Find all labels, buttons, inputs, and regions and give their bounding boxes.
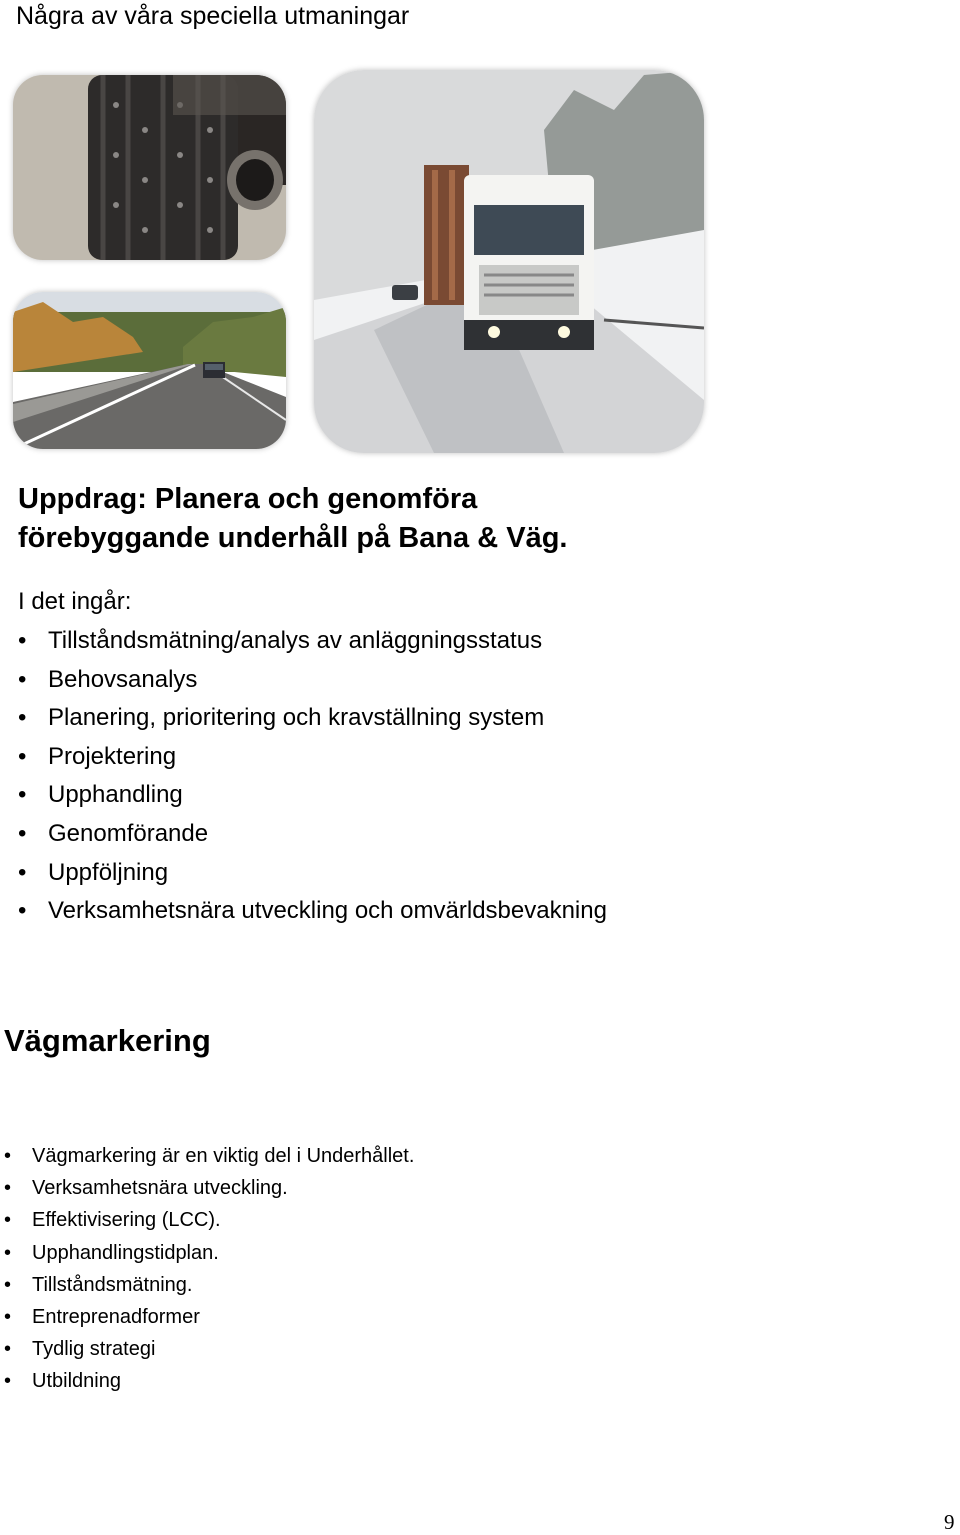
list-item: • Tillståndsmätning/analys av anläggningsstatus — [18, 624, 607, 663]
list-item: • Planering, prioritering och kravställning system — [18, 701, 607, 740]
page-number: 9 — [944, 1510, 955, 1534]
timber-truck-winter-photo — [314, 70, 704, 453]
tire-exhaust-photo — [13, 75, 286, 260]
list-item: • Verksamhetsnära utveckling och omvärldsbevakning — [18, 894, 607, 933]
road-marking-list — [4, 1142, 414, 1400]
list-item: • Verksamhetsnära utveckling. — [4, 1174, 414, 1206]
mission-title-line-2: förebyggande underhåll på Bana & Väg. — [18, 522, 568, 554]
list-item: • Entreprenadformer — [4, 1303, 414, 1335]
list-item: • Upphandlingstidplan. — [4, 1239, 414, 1271]
list-item: • Effektivisering (LCC). — [4, 1206, 414, 1238]
list-item: • Uppföljning — [18, 856, 607, 895]
list-item: • Tillståndsmätning. — [4, 1271, 414, 1303]
mission-title — [18, 480, 738, 558]
scope-list — [18, 624, 607, 933]
section-title: Vägmarkering — [4, 1023, 211, 1058]
list-item: • Tydlig strategi — [4, 1335, 414, 1367]
list-item: • Genomförande — [18, 817, 607, 856]
list-item: • Utbildning — [4, 1367, 414, 1399]
list-item: • Vägmarkering är en viktig del i Underhållet. — [4, 1142, 414, 1174]
list-item: • Projektering — [18, 740, 607, 779]
list-item: • Upphandling — [18, 778, 607, 817]
highway-photo — [13, 292, 286, 449]
list-item: • Behovsanalys — [18, 663, 607, 702]
mission-title-line-1: Uppdrag: Planera och genomföra — [18, 483, 478, 515]
page-heading: Några av våra speciella utmaningar — [16, 2, 410, 30]
scope-intro: I det ingår: — [18, 588, 132, 615]
